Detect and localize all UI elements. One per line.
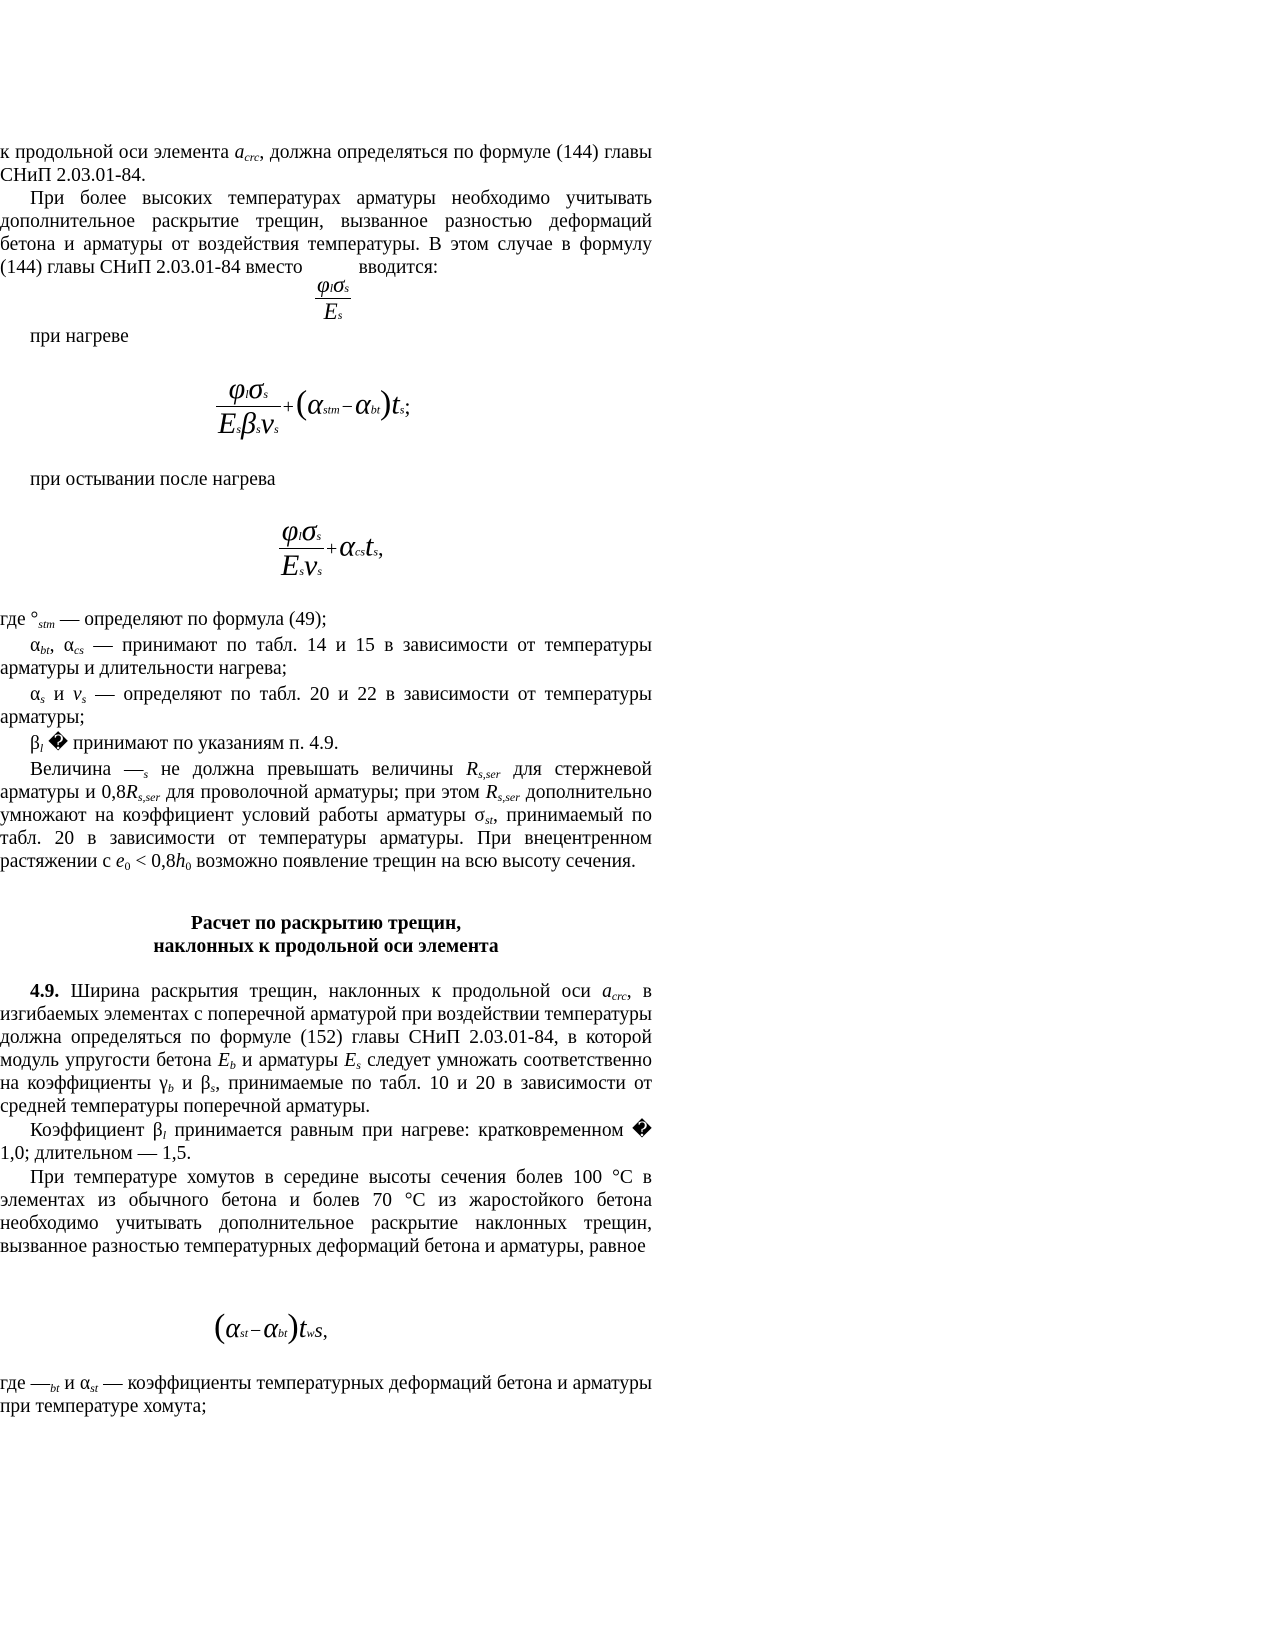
symbol: α xyxy=(63,635,74,656)
fraction xyxy=(279,514,324,583)
formula-stirrups: (αst −αbt)tws, xyxy=(214,1308,328,1345)
symbol: v xyxy=(72,684,82,705)
symbol: E xyxy=(217,1050,230,1071)
subscript: s xyxy=(263,387,269,401)
symbol: R xyxy=(466,759,479,780)
symbol: a xyxy=(234,142,245,163)
text: где xyxy=(0,609,31,630)
phi-symbol: φ xyxy=(281,514,299,547)
text: — коэффициенты температурных деформаций бетона и арматуры при температуре хомута; xyxy=(0,1373,652,1417)
definition-alpha-s-nu-s xyxy=(0,683,652,729)
plus-sign: + xyxy=(282,396,294,419)
plus-sign: + xyxy=(326,538,338,561)
phi-symbol: φ xyxy=(228,372,246,405)
text: Ширина раскрытия трещин, наклонных к продольной оси xyxy=(59,981,603,1002)
symbol: h xyxy=(175,851,186,872)
definition-alpha-bt-st xyxy=(0,1372,652,1418)
alpha-symbol: α xyxy=(225,1313,241,1344)
punctuation: , xyxy=(322,1320,328,1342)
text: и α xyxy=(59,1373,91,1394)
beta-symbol: β xyxy=(241,407,256,440)
text: — принимают по табл. 14 и 15 в зависимости от температуры арматуры и длительности нагрева; xyxy=(0,635,653,679)
subscript: bt xyxy=(40,643,50,657)
subscript: b xyxy=(229,1058,236,1072)
subscript: st xyxy=(484,813,493,827)
alpha-symbol: α xyxy=(339,529,356,563)
subscript: s xyxy=(356,1058,361,1072)
subscript: s,ser xyxy=(497,790,520,804)
subscript: s xyxy=(317,564,322,578)
text: не должна превышать величины xyxy=(148,759,467,780)
text: к продольной оси элемента xyxy=(0,142,235,163)
sigma-symbol: σ xyxy=(301,514,317,547)
definition-beta-l xyxy=(0,732,652,755)
text: при остывании после нагрева xyxy=(30,469,276,490)
clause-number: 4.9. xyxy=(30,981,60,1002)
subscript: s xyxy=(255,422,261,436)
punctuation: , xyxy=(378,535,384,561)
paragraph-stirrup-temperature: При температуре хомутов в середине высоты сечения болев 100 °С в элементах из обычного бетона и болев 70 °С из жаростойкого бетона необходимо учитывать дополнительное раскрытие наклонных трещин, вызванное разностью температурных деформаций бетона и арматуры, равное xyxy=(0,1167,652,1257)
alpha-symbol: α xyxy=(354,387,371,421)
subscript: cs xyxy=(355,544,366,559)
subscript: stm xyxy=(322,402,340,417)
punctuation: ; xyxy=(404,393,411,419)
nu-symbol: ν xyxy=(260,407,274,440)
subscript: l xyxy=(245,387,249,401)
text: и xyxy=(44,684,73,705)
alpha-symbol: α xyxy=(263,1313,279,1344)
text: , должна определяться по формуле (144) главы СНиП 2.03.01-84. xyxy=(0,142,652,186)
subscript: s xyxy=(399,402,405,417)
paragraph-value-limit xyxy=(0,758,652,873)
subscript: s,ser xyxy=(478,767,501,781)
t-symbol: t xyxy=(298,1313,307,1344)
e-symbol: E xyxy=(323,299,338,324)
subscript: l xyxy=(298,529,302,543)
subscript: stm xyxy=(38,617,55,631)
heading-line: Расчет по раскрытию трещин, xyxy=(190,913,462,934)
phi-symbol: φ xyxy=(317,272,330,297)
symbol: ° xyxy=(30,609,39,630)
symbol: E xyxy=(344,1050,357,1071)
s-symbol: s xyxy=(314,1318,323,1342)
e-symbol: E xyxy=(281,549,300,582)
subscript: s xyxy=(81,692,87,706)
subscript: bt xyxy=(50,1381,60,1395)
subscript: s xyxy=(299,564,304,578)
definitions-last xyxy=(0,1372,652,1418)
text: при нагреве xyxy=(30,326,129,347)
subscript: w xyxy=(306,1326,315,1340)
subscript: st xyxy=(240,1326,249,1340)
subscript: s xyxy=(337,308,343,322)
text: , принимаемый по табл. 20 в зависимости от температуры арматуры. При внецентренном растяжении с xyxy=(0,805,652,872)
text: < 0,8 xyxy=(130,851,176,872)
heading-line: наклонных к продольной оси элемента xyxy=(153,936,499,957)
sigma-symbol: σ xyxy=(333,272,345,297)
section-heading xyxy=(0,912,652,958)
text: и β xyxy=(173,1073,211,1094)
label-cooling xyxy=(0,468,652,491)
alpha-symbol: α xyxy=(307,387,323,421)
minus-sign: − xyxy=(250,1320,262,1342)
minus-sign: − xyxy=(341,396,353,419)
text: дополнительно умножают на коэффициент условий работы арматуры σ xyxy=(0,782,652,826)
subscript: s,ser xyxy=(137,790,161,804)
formula-replaced-term xyxy=(315,272,351,325)
symbol: R xyxy=(125,782,138,803)
subscript: st xyxy=(90,1381,99,1395)
symbol: α xyxy=(30,684,41,705)
paragraph-4-9 xyxy=(0,980,652,1118)
text: При более высоких температурах арматуры необходимо учитывать дополнительное раскрытие трещин, вызванное разностью деформаций бетона и арматуры от воздействия температуры. В этом случае в формулу (144) главы СНиП 2.03.01-84 вместо xyxy=(0,188,652,278)
text: следует умножать соответственно на коэффициенты γ xyxy=(0,1050,652,1094)
subscript: 0 xyxy=(185,859,192,873)
definition-alpha-bt-cs xyxy=(0,634,652,680)
subscript: crc xyxy=(244,150,260,164)
subscript: s xyxy=(316,529,322,543)
e-symbol: E xyxy=(218,407,237,440)
subscript: b xyxy=(167,1081,174,1095)
t-symbol: t xyxy=(391,387,400,421)
subscript: s xyxy=(273,422,279,436)
subscript: s xyxy=(373,544,379,559)
subscript: s xyxy=(236,422,241,436)
definitions-block xyxy=(0,608,652,873)
text: и арматуры xyxy=(235,1050,345,1071)
text: возможно появление трещин на всю высоту сечения. xyxy=(191,851,636,872)
section-4-9 xyxy=(0,980,652,1258)
symbol: a xyxy=(602,981,612,1002)
text: Коэффициент β xyxy=(30,1120,163,1141)
symbol: — xyxy=(123,759,144,780)
text: принимается равным при нагреве: кратковременном � 1,0; длительном — 1,5. xyxy=(0,1120,652,1164)
subscript: cs xyxy=(73,643,84,657)
text: Величина xyxy=(30,759,124,780)
text: для проволочной арматуры; при этом xyxy=(160,782,486,803)
text: , xyxy=(49,635,64,656)
sigma-symbol: σ xyxy=(248,372,264,405)
subscript: s xyxy=(210,1081,216,1095)
symbol: R xyxy=(485,782,498,803)
formula-cooling xyxy=(279,514,384,583)
subscript: 0 xyxy=(124,859,131,873)
paragraph-coefficient xyxy=(0,1119,652,1165)
subscript: s xyxy=(344,281,350,295)
text: — определяют по формула (49); xyxy=(54,609,327,630)
text: для стержневой арматуры и 0,8 xyxy=(0,759,652,803)
subscript: l xyxy=(329,281,334,295)
text: где xyxy=(0,1373,31,1394)
text: , принимаемые по табл. 10 и 20 в зависимости от средней температуры поперечной арматуры. xyxy=(0,1073,652,1117)
label-heating xyxy=(0,325,652,348)
subscript: crc xyxy=(611,989,627,1003)
t-symbol: t xyxy=(365,529,374,563)
subscript: s xyxy=(40,692,45,706)
paragraph-continuation xyxy=(0,141,652,187)
formula-heating: $\frac{\text{φlσs}}{\text{Esβsνs}}$ +(αstm −αbt)ts; xyxy=(218,372,411,440)
subscript: l xyxy=(162,1128,167,1142)
symbol: — xyxy=(30,1373,51,1394)
definition-stm xyxy=(0,608,652,631)
symbol: α xyxy=(30,635,41,656)
symbol: e xyxy=(115,851,125,872)
text: — определяют по табл. 20 и 22 в зависимости от температуры арматуры; xyxy=(0,684,652,728)
subscript: bt xyxy=(370,402,381,417)
nu-symbol: ν xyxy=(304,549,318,582)
symbol: β xyxy=(30,733,40,754)
paragraph-higher-temperatures xyxy=(0,187,652,279)
text: � принимают по указаниям п. 4.9. xyxy=(43,733,339,754)
subscript: bt xyxy=(278,1326,288,1340)
fraction xyxy=(315,272,351,325)
subscript: l xyxy=(39,741,44,755)
text: , в изгибаемых элементах с поперечной арматурой при воздействии температуры должна определяться по формуле (152) главы СНиП 2.03.01-84, в которой модуль упругости бетона xyxy=(0,981,652,1071)
subscript: s xyxy=(143,767,149,781)
text: вводится: xyxy=(358,257,439,278)
fraction xyxy=(216,372,281,441)
